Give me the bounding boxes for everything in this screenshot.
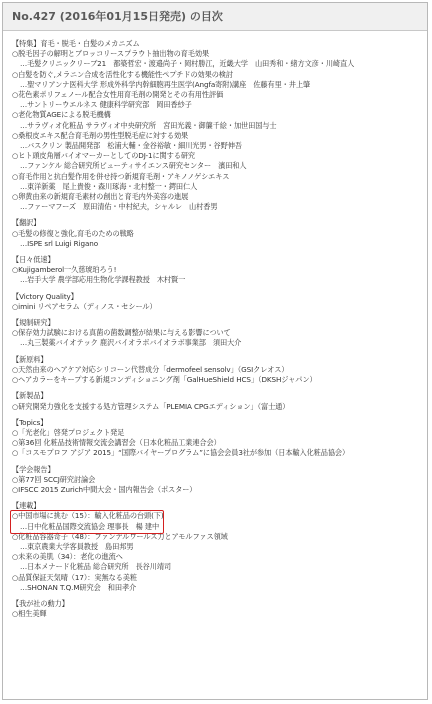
article-title: ○白髪を防ぐ,メラニン合成を活性化する機能性ペプチドの効果の検討 <box>12 69 233 79</box>
article-title: ○保存効力試験における真菌の菌数調整が結果に与える影響について <box>12 328 231 338</box>
article-title: ○IFSCC 2015 Zurich中間大会・国内報告会（ポスター） <box>12 484 197 494</box>
article-title: ○天然由来のヘアケア対応シリコーン代替成分「dermofeel sensolv」（GSIクレオス） <box>12 364 289 374</box>
section-heading: 【連載】 <box>12 501 41 511</box>
toc-section <box>12 39 427 212</box>
article-title: ○脱毛因子の解明とブロッコリースプラウト抽出物の育毛効果 <box>12 49 210 59</box>
article-title: ○「光老化」啓発プロジェクト発足 <box>12 427 125 437</box>
toc-section <box>12 391 427 411</box>
article-title: ○Kujigamberol一久慈琥珀ろう! <box>12 265 117 275</box>
article-author: …日中化粧品国際交流協会 理事長 楊 建中 <box>20 521 160 531</box>
article-title: ○imini リペアセラム（ディノス・セシール） <box>12 301 157 311</box>
section-heading: 【我が社の動力】 <box>12 598 69 608</box>
toc-section <box>12 501 427 593</box>
section-heading: 【翻訳】 <box>12 218 41 228</box>
page-title: No.427 (2016年01月15日発売) の目次 <box>3 3 427 31</box>
article-title: ○相生美輝 <box>12 609 47 619</box>
article-author: …ファンケル 総合研究所ビューティサイエンス研究センター 濱田和人 <box>20 161 247 171</box>
article-author: …バスクリン 製品開発部 松浦大輔・金谷裕敏・細川光男・谷野伸吾 <box>20 141 242 151</box>
highlighted-article <box>12 511 427 531</box>
article-author: …聖マリアンナ医科大学 形成外科学内幹細胞再生医学(Angfa寄附)講座 佐藤有里・井上肇 <box>20 79 311 89</box>
toc-section <box>12 355 427 386</box>
article-title: ○化粧品容器奇子（48）：ファンデルワールス力とアモルファス領域 <box>12 531 228 541</box>
article-title: ○卵黄由来の新規育毛素材の創出と育毛内外美容の進展 <box>12 192 189 202</box>
section-heading: 【学会報告】 <box>12 464 55 474</box>
article-title: ○老化物質AGEによる脱毛機構 <box>12 110 111 120</box>
article-title: ○毛髪の修復と強化,育毛のための戦略 <box>12 228 134 238</box>
section-heading: 【規制研究】 <box>12 318 55 328</box>
section-heading: 【特集】育毛・脱毛・白髪のメカニズム <box>12 39 140 48</box>
article-author: …ファーマフーズ 原田清佑・中村紀夫，シャルレ 山村香男 <box>20 202 218 212</box>
article-title: ○中国市場に挑む（15）：輸入化粧品の台頭(下) <box>12 511 164 521</box>
article-title: ○第77回 SCCJ研究討論会 <box>12 474 96 484</box>
toc-section <box>12 418 427 459</box>
article-author: …日本メナード化粧品 総合研究所 長谷川靖司 <box>20 562 172 572</box>
toc-panel <box>2 2 428 700</box>
toc-section <box>12 218 427 249</box>
article-author: …毛髪クリニックリーブ21 都築哲宏・渡邉尚子・岡村勝江，近畿大学 山田秀和・緒方文彦・川崎直人 <box>20 59 355 69</box>
article-title: ○第36回 化粧品技術情報交流会講習会（日本化粧品工業連合会） <box>12 438 221 448</box>
article-author: …丸三製薬バイオテック 鹿沢バイオラボバイオラボ事業部 須田大介 <box>20 338 242 348</box>
toc-section <box>12 255 427 286</box>
article-title: ○花色素ポリフェノール配合女性用育毛剤の開発とその有用性評価 <box>12 90 224 100</box>
toc-section <box>12 599 427 619</box>
section-heading: 【新製品】 <box>12 391 48 401</box>
article-author: …東洋新薬 尾上貴俊・森川琢海・北村整一・鍔田仁人 <box>20 181 198 191</box>
section-heading: 【日々低速】 <box>12 255 55 265</box>
article-author: …ISPE srl Luigi Rigano <box>20 238 98 248</box>
article-title: ○品質保証天気晴（17）：実無なる美粧 <box>12 572 137 582</box>
toc-content <box>3 31 427 619</box>
article-title: ○「コスモプロフ アジア 2015」“国際バイヤープログラム”に協会会員3社が参加（日本輸入化粧品協会） <box>12 448 350 458</box>
section-heading: 【新原料】 <box>12 354 48 364</box>
article-title: ○研究開発力強化を支援する処方管理システム「PLEMIA CPGエディション」（富士通） <box>12 401 290 411</box>
toc-section <box>12 292 427 312</box>
article-title: ○ヒト頭皮角層バイオマーカーとしてのDJ-1に関する研究 <box>12 151 195 161</box>
article-author: …東京農業大学客員教授 島田邦男 <box>20 541 134 551</box>
article-title: ○桑根皮エキス配合育毛剤の男性型脱毛症に対する効果 <box>12 130 189 140</box>
article-author: …サントリーウエルネス 健康科学研究部 岡田香紗子 <box>20 100 192 110</box>
toc-section <box>12 465 427 496</box>
article-author: …SHONAN T.Q.M研究会 和田孝介 <box>20 582 137 592</box>
article-author: …サラヴィオ化粧品 サラヴィオ中央研究所 宮田光義・御簾千絵・加世田国与士 <box>20 120 277 130</box>
section-heading: 【Victory Quality】 <box>12 291 78 301</box>
article-author: …岩手大学 農学部応用生物化学課程教授 木村賢一 <box>20 275 186 285</box>
section-heading: 【Topics】 <box>12 417 48 427</box>
toc-section <box>12 318 427 349</box>
article-title: ○未来の美肌（34）：老化の進流へ <box>12 552 123 562</box>
article-title: ○育毛作用と抗白髪作用を併せ持つ新規育毛剤・アキノノゲシエキス <box>12 171 230 181</box>
article-title: ○ヘアカラーをキープする新規コンディショニング剤「GalHueShield HCS」（DKSHジャパン） <box>12 375 317 385</box>
